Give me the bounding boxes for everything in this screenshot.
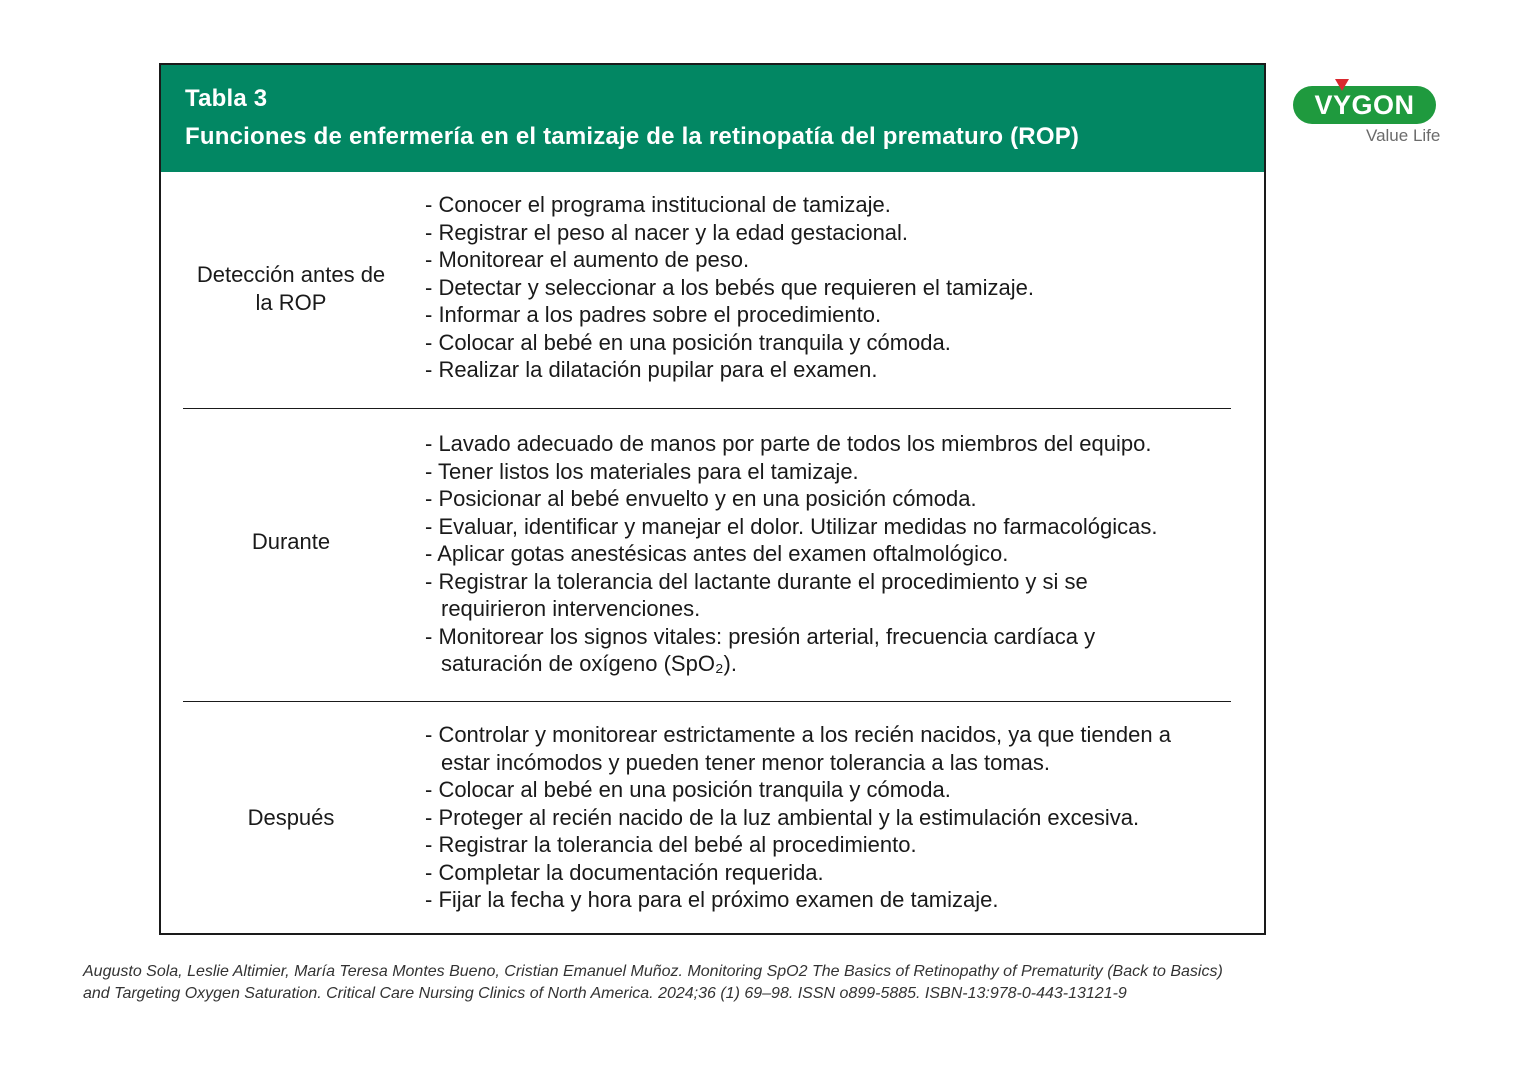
citation-line-2: and Targeting Oxygen Saturation. Critical Care Nursing Clinics of North America. 2024;36 (1) 69–98. ISSN o899-5885. ISBN-13:978-0-443-13121-9: [83, 985, 1127, 1002]
row-label: Detección antes de la ROP: [196, 262, 386, 315]
citation: [83, 961, 1223, 1005]
logo-tagline: Value Life: [1366, 126, 1441, 145]
list-item: - Registrar la tolerancia del lactante durante el procedimiento y si se requirieron intervenciones.: [425, 568, 1094, 621]
table-header: [161, 65, 1264, 172]
row-items: [425, 721, 1225, 914]
list-item: - Completar la documentación requerida.: [425, 859, 824, 885]
list-item: - Registrar el peso al nacer y la edad gestacional.: [425, 219, 909, 245]
table-row-after: [161, 721, 1264, 931]
table-row-before: [161, 191, 1264, 411]
list-item: - Proteger al recién nacido de la luz ambiental y la estimulación excesiva.: [425, 804, 1140, 830]
table-title: Funciones de enfermería en el tamizaje de la retinopatía del prematuro (ROP): [185, 123, 1080, 150]
row-label: Durante: [251, 529, 331, 554]
list-item: - Colocar al bebé en una posición tranquila y cómoda.: [425, 777, 951, 802]
list-item: - Evaluar, identificar y manejar el dolor. Utilizar medidas no farmacológicas.: [425, 513, 1158, 539]
list-item: - Monitorear el aumento de peso.: [425, 247, 750, 272]
logo-brand: VYGON: [1314, 90, 1415, 120]
list-item: - Colocar al bebé en una posición tranquila y cómoda.: [425, 329, 951, 355]
row-label: Después: [247, 805, 335, 830]
table-label: Tabla 3: [185, 85, 268, 112]
list-item: - Registrar la tolerancia del bebé al procedimiento.: [425, 832, 917, 857]
list-item: - Aplicar gotas anestésicas antes del examen oftalmológico.: [425, 541, 1009, 566]
list-item: - Lavado adecuado de manos por parte de todos los miembros del equipo.: [425, 431, 1152, 456]
row-items: [425, 430, 1225, 678]
list-item: - Conocer el programa institucional de tamizaje.: [425, 192, 891, 217]
table-row-during: [161, 430, 1264, 690]
list-item: - Informar a los padres sobre el procedimiento.: [425, 302, 882, 327]
nursing-functions-table: [159, 63, 1266, 935]
list-item: - Detectar y seleccionar a los bebés que requieren el tamizaje.: [425, 274, 1034, 300]
list-item: - Posicionar al bebé envuelto y en una posición cómoda.: [425, 486, 977, 511]
list-item: - Tener listos los materiales para el tamizaje.: [425, 458, 859, 484]
list-item: - Monitorear los signos vitales: presión arterial, frecuencia cardíaca y saturación de oxígeno (SpO₂).: [425, 623, 1102, 676]
row-divider: [183, 701, 1231, 702]
citation-line-1: Augusto Sola, Leslie Altimier, María Teresa Montes Bueno, Cristian Emanuel Muñoz. Monitoring SpO2 The Basics of Retinopathy of Prematurity (Back to Basics): [83, 963, 1223, 980]
list-item: - Realizar la dilatación pupilar para el examen.: [425, 357, 878, 382]
list-item: - Fijar la fecha y hora para el próximo examen de tamizaje.: [425, 887, 999, 912]
vygon-logo: [1293, 78, 1453, 150]
list-item: - Controlar y monitorear estrictamente a los recién nacidos, ya que tienden a estar incómodos y pueden tener menor tolerancia a las tomas.: [425, 722, 1178, 775]
row-divider: [183, 408, 1231, 409]
row-items: [425, 191, 1034, 384]
logo-triangle-icon: [1335, 79, 1349, 91]
